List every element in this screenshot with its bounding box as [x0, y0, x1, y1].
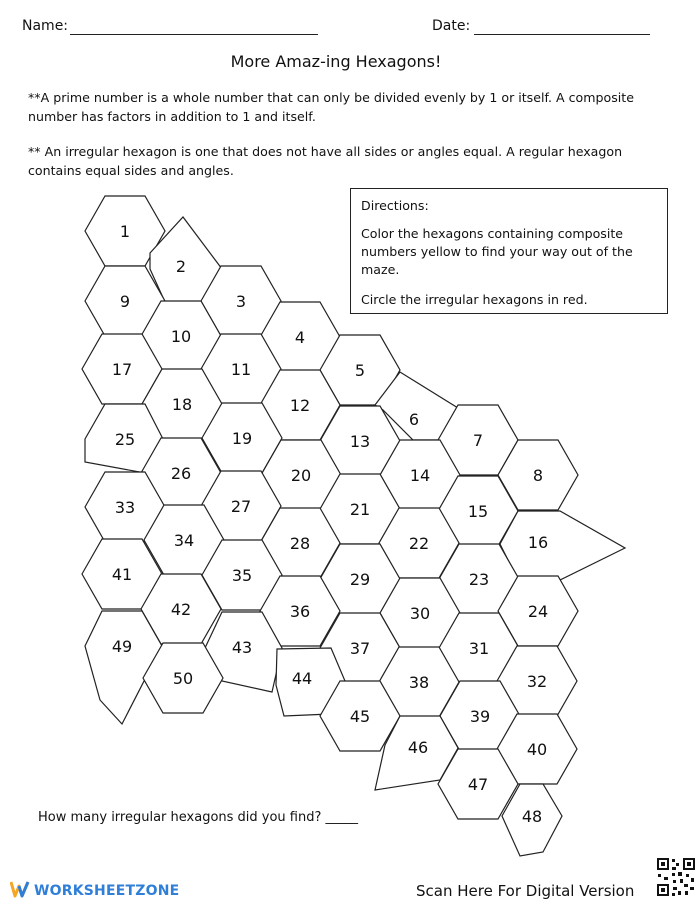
hexagon-number-48: 48 [521, 807, 543, 826]
hexagon-number-50: 50 [172, 669, 194, 688]
hexagon-number-47: 47 [467, 775, 489, 794]
hexagon-number-6: 6 [408, 410, 420, 429]
hexagon-number-8: 8 [532, 466, 544, 485]
hexagon-number-39: 39 [469, 707, 491, 726]
hexagon-number-41: 41 [111, 565, 133, 584]
hexagon-number-32: 32 [526, 672, 548, 691]
hexagon-number-29: 29 [349, 570, 371, 589]
page-title: More Amaz-ing Hexagons! [230, 52, 442, 71]
hexagon-number-5: 5 [354, 361, 366, 380]
hexagon-number-34: 34 [173, 531, 195, 550]
hexagon-number-25: 25 [114, 430, 136, 449]
hexagon-number-1: 1 [119, 222, 131, 241]
hexagon-number-10: 10 [170, 327, 192, 346]
hexagon-number-35: 35 [231, 566, 253, 585]
hexagon-number-19: 19 [231, 429, 253, 448]
hexagon-number-3: 3 [235, 292, 247, 311]
hexagon-number-18: 18 [171, 395, 193, 414]
hexagon-number-28: 28 [289, 534, 311, 553]
directions-step-1: Color the hexagons containing composite numbers yellow to find your way out of the maze. [361, 226, 633, 277]
hexagon-number-37: 37 [349, 639, 371, 658]
hexagon-number-31: 31 [468, 639, 490, 658]
hexagon-note: ** An irregular hexagon is one that does not have all sides or angles equal. A regular hexagon contains equal sides and angles. [28, 144, 623, 178]
hexagon-number-44: 44 [291, 669, 313, 688]
hexagon-number-14: 14 [409, 466, 431, 485]
hexagon-number-17: 17 [111, 360, 133, 379]
hexagon-number-22: 22 [408, 534, 430, 553]
hexagon-number-9: 9 [119, 292, 131, 311]
worksheetzone-w-icon [10, 880, 30, 898]
hexagon-number-12: 12 [289, 396, 311, 415]
hexagon-number-23: 23 [468, 570, 490, 589]
hexagon-number-11: 11 [230, 360, 252, 379]
hexagon-number-40: 40 [526, 740, 548, 759]
hexagon-number-2: 2 [175, 257, 187, 276]
date-label: Date: [432, 18, 471, 34]
hexagon-number-30: 30 [409, 604, 431, 623]
hexagon-number-43: 43 [231, 638, 253, 657]
directions-step-2: Circle the irregular hexagons in red. [361, 292, 588, 307]
hexagon-number-21: 21 [349, 500, 371, 519]
irregular-count-question[interactable]: How many irregular hexagons did you find? _____ [38, 810, 359, 825]
hexagon-number-16: 16 [527, 533, 549, 552]
hexagon-number-15: 15 [467, 502, 489, 521]
hexagon-number-33: 33 [114, 498, 136, 517]
scan-text: Scan Here For Digital Version [416, 882, 635, 900]
name-label: Name: [22, 18, 69, 34]
hexagon-number-7: 7 [472, 431, 484, 450]
hexagon-number-46: 46 [407, 738, 429, 757]
hexagon-number-26: 26 [170, 464, 192, 483]
qr-code-icon[interactable] [656, 857, 696, 897]
worksheetzone-logo[interactable] [10, 880, 179, 899]
hexagon-number-24: 24 [527, 602, 549, 621]
hexagon-number-38: 38 [408, 673, 430, 692]
hexagon-number-20: 20 [290, 466, 312, 485]
prime-note: **A prime number is a whole number that can only be divided evenly by 1 or itself. A composite number has factors in addition to 1 and itself. [28, 90, 634, 124]
hexagon-number-4: 4 [294, 328, 306, 347]
brand-name: WORKSHEETZONE [34, 883, 180, 899]
directions-heading: Directions: [361, 198, 429, 213]
hexagon-number-13: 13 [349, 432, 371, 451]
hexagon-number-45: 45 [349, 707, 371, 726]
hexagon-number-27: 27 [230, 497, 252, 516]
hexagon-number-36: 36 [289, 602, 311, 621]
hexagon-number-42: 42 [170, 600, 192, 619]
hexagon-16[interactable] [500, 511, 625, 580]
hexagon-number-49: 49 [111, 637, 133, 656]
